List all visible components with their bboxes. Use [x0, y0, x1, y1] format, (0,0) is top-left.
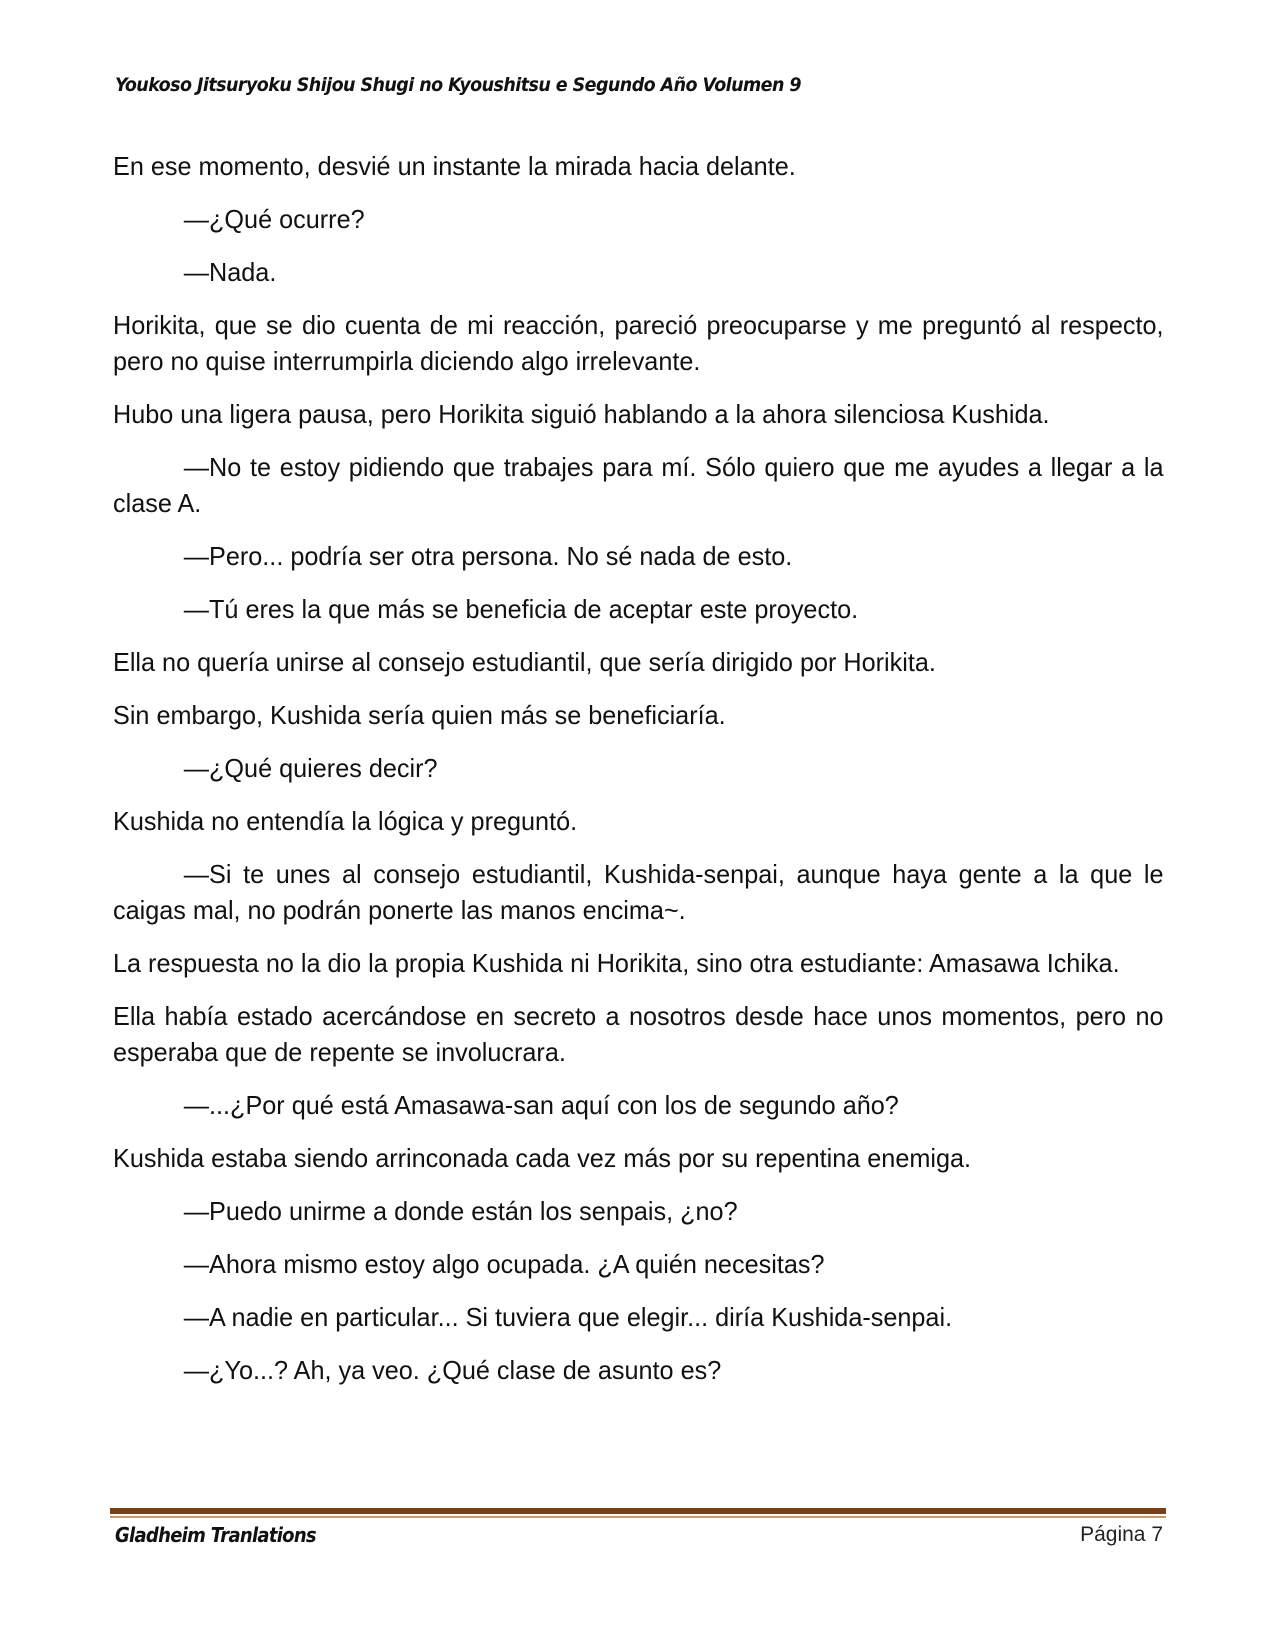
paragraph-dialogue: —¿Qué quieres decir? [183, 753, 438, 783]
running-header: Youkoso Jitsuryoku Shijou Shugi no Kyoushitsu e Segundo Año Volumen 9 [115, 74, 802, 96]
paragraph-dialogue: —¿Yo...? Ah, ya veo. ¿Qué clase de asunto es? [183, 1355, 722, 1385]
paragraph-dialogue: —Pero... podría ser otra persona. No sé nada de esto. [183, 541, 793, 571]
paragraph-dialogue: —¿Qué ocurre? [183, 204, 365, 234]
body-text [113, 148, 1164, 1405]
paragraph-narration: La respuesta no la dio la propia Kushida ni Horikita, sino otra estudiante: Amasawa Ichika. [113, 948, 1120, 978]
paragraph-dialogue: —A nadie en particular... Si tuviera que elegir... diría Kushida-senpai. [183, 1302, 953, 1332]
paragraph-dialogue: —Puedo unirme a donde están los senpais, ¿no? [183, 1196, 738, 1226]
paragraph-narration: Hubo una ligera pausa, pero Horikita siguió hablando a la ahora silenciosa Kushida. [113, 399, 1050, 429]
footer-rule-thick [110, 1508, 1166, 1514]
paragraph-narration: En ese momento, desvié un instante la mirada hacia delante. [113, 151, 796, 181]
paragraph-dialogue: —Nada. [183, 257, 277, 287]
footer-publisher: Gladheim Tranlations [115, 1523, 316, 1547]
paragraph-dialogue: —Ahora mismo estoy algo ocupada. ¿A quién necesitas? [183, 1249, 825, 1279]
paragraph-dialogue: —Si te unes al consejo estudiantil, Kushida-senpai, aunque haya gente a la que le caigas mal, no podrán ponerte las manos encima~. [113, 859, 1164, 925]
paragraph-dialogue: —No te estoy pidiendo que trabajes para mí. Sólo quiero que me ayudes a llegar a la clase A. [113, 452, 1164, 518]
paragraph-narration: Horikita, que se dio cuenta de mi reacción, pareció preocuparse y me preguntó al respecto, pero no quise interrumpirla diciendo algo irrelevante. [113, 310, 1164, 376]
paragraph-narration: Kushida estaba siendo arrinconada cada vez más por su repentina enemiga. [113, 1143, 972, 1173]
paragraph-narration: Ella no quería unirse al consejo estudiantil, que sería dirigido por Horikita. [113, 647, 936, 677]
paragraph-narration: Kushida no entendía la lógica y preguntó. [113, 806, 578, 836]
page-number: Página 7 [1080, 1523, 1163, 1546]
paragraph-dialogue: —Tú eres la que más se beneficia de aceptar este proyecto. [183, 594, 859, 624]
paragraph-narration: Sin embargo, Kushida sería quien más se beneficiaría. [113, 700, 726, 730]
paragraph-dialogue: —...¿Por qué está Amasawa-san aquí con los de segundo año? [183, 1090, 899, 1120]
paragraph-narration: Ella había estado acercándose en secreto a nosotros desde hace unos momentos, pero no esperaba que de repente se involucrara. [113, 1001, 1164, 1067]
footer-rule-thin [110, 1516, 1166, 1518]
